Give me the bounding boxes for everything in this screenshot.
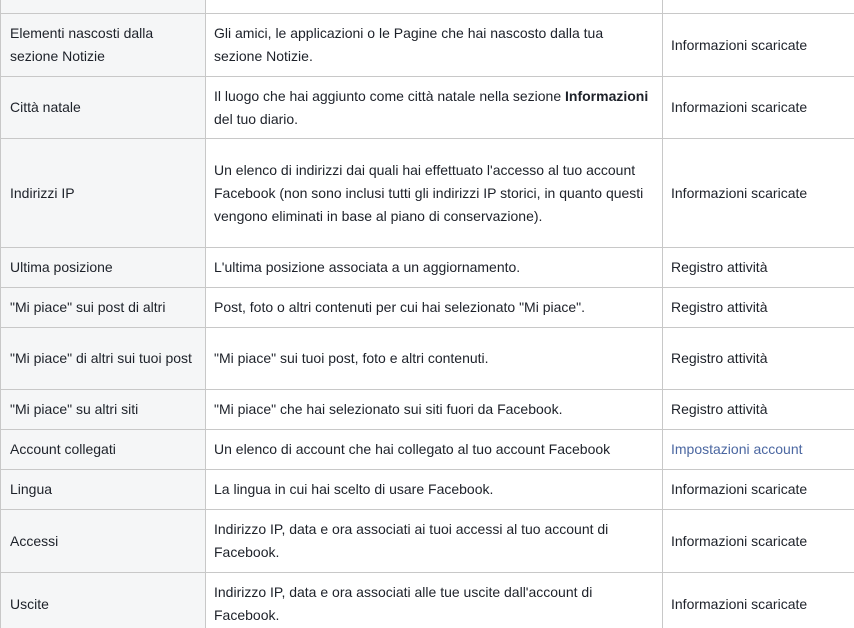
table-row [1, 14, 854, 77]
row-location: Registro attività [663, 248, 854, 288]
account-settings-link[interactable]: Impostazioni account [663, 430, 854, 470]
row-location: Registro attività [663, 288, 854, 328]
row-label: Elementi nascosti dalla sezione Notizie [1, 14, 206, 77]
row-label: "Mi piace" di altri sui tuoi post [1, 328, 206, 390]
row-location [663, 0, 854, 14]
row-description: Un elenco di indirizzi dai quali hai effettuato l'accesso al tuo account Facebook (non sono inclusi tutti gli indirizzi IP storici, in quanto questi vengono eliminati in base al piano di conservazione). [206, 139, 663, 248]
table-row [1, 573, 854, 628]
table-row [1, 288, 854, 328]
table-row [1, 510, 854, 573]
row-description: "Mi piace" sui tuoi post, foto e altri contenuti. [206, 328, 663, 390]
row-description: Post, foto o altri contenuti per cui hai selezionato "Mi piace". [206, 288, 663, 328]
row-location: Informazioni scaricate [663, 510, 854, 573]
row-label [1, 0, 206, 14]
row-description: La lingua in cui hai scelto di usare Facebook. [206, 470, 663, 510]
row-label: Indirizzi IP [1, 139, 206, 248]
row-label: Ultima posizione [1, 248, 206, 288]
description-text: del tuo diario. [214, 110, 299, 127]
row-description: Un elenco di account che hai collegato al tuo account Facebook [206, 430, 663, 470]
table-row [1, 470, 854, 510]
row-label: "Mi piace" sui post di altri [1, 288, 206, 328]
table-row [1, 328, 854, 390]
row-location: Informazioni scaricate [663, 573, 854, 628]
table-row [1, 430, 854, 470]
data-table-body [1, 0, 854, 628]
row-location: Registro attività [663, 328, 854, 390]
table-row [1, 390, 854, 430]
table-row [1, 248, 854, 288]
row-location: Informazioni scaricate [663, 14, 854, 77]
row-label: Lingua [1, 470, 206, 510]
table-row [1, 139, 854, 248]
row-label: Uscite [1, 573, 206, 628]
row-description: Gli amici, le applicazioni o le Pagine che hai nascosto dalla tua sezione Notizie. [206, 14, 663, 77]
row-label: Account collegati [1, 430, 206, 470]
table-row [1, 77, 854, 139]
row-location: Informazioni scaricate [663, 77, 854, 139]
row-label: Città natale [1, 77, 206, 139]
row-label: Accessi [1, 510, 206, 573]
row-label: "Mi piace" su altri siti [1, 390, 206, 430]
row-description: Indirizzo IP, data e ora associati alle tue uscite dall'account di Facebook. [206, 573, 663, 628]
row-description: L'ultima posizione associata a un aggiornamento. [206, 248, 663, 288]
row-description: "Mi piace" che hai selezionato sui siti fuori da Facebook. [206, 390, 663, 430]
description-text: Il luogo che hai aggiunto come città natale nella sezione [214, 87, 566, 104]
row-location: Informazioni scaricate [663, 470, 854, 510]
table-row [1, 0, 854, 14]
row-description: Indirizzo IP, data e ora associati ai tuoi accessi al tuo account di Facebook. [206, 510, 663, 573]
row-location: Registro attività [663, 390, 854, 430]
row-description [206, 0, 663, 14]
row-location: Informazioni scaricate [663, 139, 854, 248]
description-bold-text: Informazioni [565, 87, 649, 104]
row-description [206, 77, 663, 139]
